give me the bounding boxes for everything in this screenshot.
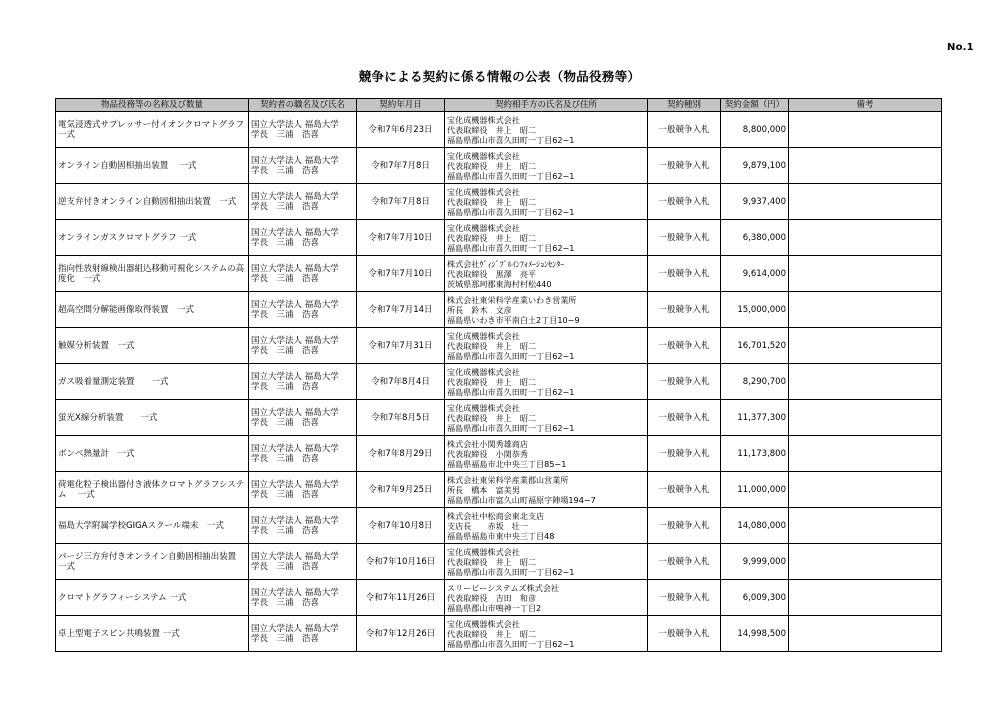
contract-date-cell: 令和7年8月4日 [357, 364, 445, 400]
contract-type-cell: 一般競争入札 [648, 328, 721, 364]
remarks-cell [789, 184, 942, 220]
table-row [56, 580, 942, 616]
remarks-cell [789, 436, 942, 472]
header-party: 契約相手方の氏名及び住所 [445, 99, 648, 112]
contract-type-cell: 一般競争入札 [648, 472, 721, 508]
table-header [56, 99, 942, 112]
contract-amount-cell: 9,937,400 [721, 184, 789, 220]
counterparty-cell: スリービーシステムズ株式会社 代表取締役 吉田 和彦 福島県郡山市鳴神一丁目2 [445, 580, 648, 616]
counterparty-cell: 宝化成機器株式会社 代表取締役 井上 昭二 福島県郡山市喜久田町一丁目62−1 [445, 400, 648, 436]
page-number: No.1 [947, 42, 974, 53]
table-row [56, 400, 942, 436]
counterparty-cell: 宝化成機器株式会社 代表取締役 井上 昭二 福島県郡山市喜久田町一丁目62−1 [445, 220, 648, 256]
contract-amount-cell: 14,998,500 [721, 616, 789, 652]
contracting-officer-cell: 国立大学法人 福島大学 学長 三浦 浩喜 [249, 544, 357, 580]
contract-amount-cell: 8,800,000 [721, 112, 789, 148]
counterparty-cell: 宝化成機器株式会社 代表取締役 井上 昭二 福島県郡山市喜久田町一丁目62−1 [445, 148, 648, 184]
remarks-cell [789, 292, 942, 328]
contract-type-cell: 一般競争入札 [648, 148, 721, 184]
item-name-cell: 福島大学附属学校GIGAスクール端末 一式 [56, 508, 249, 544]
header-item: 物品役務等の名称及び数量 [56, 99, 249, 112]
table-row [56, 472, 942, 508]
header-officer: 契約者の職名及び氏名 [249, 99, 357, 112]
contracting-officer-cell: 国立大学法人 福島大学 学長 三浦 浩喜 [249, 328, 357, 364]
remarks-cell [789, 220, 942, 256]
table-row [56, 616, 942, 652]
contracting-officer-cell: 国立大学法人 福島大学 学長 三浦 浩喜 [249, 472, 357, 508]
contract-date-cell: 令和7年9月25日 [357, 472, 445, 508]
item-name-cell: 電気浸透式サプレッサー付イオンクロマトグラフ 一式 [56, 112, 249, 148]
counterparty-cell: 宝化成機器株式会社 代表取締役 井上 昭二 福島県郡山市喜久田町一丁目62−1 [445, 328, 648, 364]
table-row [56, 364, 942, 400]
contract-date-cell: 令和7年12月26日 [357, 616, 445, 652]
item-name-cell: オンライン自動固相抽出装置 一式 [56, 148, 249, 184]
table-row [56, 436, 942, 472]
remarks-cell [789, 508, 942, 544]
table-row [56, 544, 942, 580]
table-row [56, 112, 942, 148]
remarks-cell [789, 400, 942, 436]
contracting-officer-cell: 国立大学法人 福島大学 学長 三浦 浩喜 [249, 400, 357, 436]
contract-amount-cell: 14,080,000 [721, 508, 789, 544]
remarks-cell [789, 148, 942, 184]
contracting-officer-cell: 国立大学法人 福島大学 学長 三浦 浩喜 [249, 616, 357, 652]
table-row [56, 148, 942, 184]
table-body [56, 112, 942, 652]
item-name-cell: 逆支弁付きオンライン自動固相抽出装置 一式 [56, 184, 249, 220]
contract-type-cell: 一般競争入札 [648, 616, 721, 652]
table-row [56, 184, 942, 220]
contract-type-cell: 一般競争入札 [648, 508, 721, 544]
contract-date-cell: 令和7年7月8日 [357, 184, 445, 220]
contract-date-cell: 令和7年7月10日 [357, 220, 445, 256]
counterparty-cell: 株式会社中松商会東北支店 支店長 赤坂 壮一 福島県福島市東中央三丁目48 [445, 508, 648, 544]
contract-type-cell: 一般競争入札 [648, 400, 721, 436]
contract-date-cell: 令和7年8月29日 [357, 436, 445, 472]
contract-date-cell: 令和7年8月5日 [357, 400, 445, 436]
contract-date-cell: 令和7年7月31日 [357, 328, 445, 364]
contracting-officer-cell: 国立大学法人 福島大学 学長 三浦 浩喜 [249, 148, 357, 184]
counterparty-cell: 株式会社東栄科学産業いわき営業所 所長 鈴木 文彦 福島県いわき市平南白土2丁目10−9 [445, 292, 648, 328]
header-date: 契約年月日 [357, 99, 445, 112]
contract-type-cell: 一般競争入札 [648, 220, 721, 256]
item-name-cell: ボンベ熱量計 一式 [56, 436, 249, 472]
header-amount: 契約金額（円） [721, 99, 789, 112]
contract-type-cell: 一般競争入札 [648, 436, 721, 472]
contract-amount-cell: 11,173,800 [721, 436, 789, 472]
item-name-cell: オンラインガスクロマトグラフ 一式 [56, 220, 249, 256]
item-name-cell: 指向性放射線検出器組込移動可視化システムの高度化 一式 [56, 256, 249, 292]
contract-type-cell: 一般競争入札 [648, 364, 721, 400]
contract-amount-cell: 9,614,000 [721, 256, 789, 292]
contract-type-cell: 一般競争入札 [648, 112, 721, 148]
header-remarks: 備考 [789, 99, 942, 112]
remarks-cell [789, 580, 942, 616]
table-row [56, 508, 942, 544]
contract-amount-cell: 9,999,000 [721, 544, 789, 580]
contract-date-cell: 令和7年7月14日 [357, 292, 445, 328]
contract-date-cell: 令和7年11月26日 [357, 580, 445, 616]
counterparty-cell: 宝化成機器株式会社 代表取締役 井上 昭二 福島県郡山市喜久田町一丁目62−1 [445, 544, 648, 580]
contracting-officer-cell: 国立大学法人 福島大学 学長 三浦 浩喜 [249, 112, 357, 148]
item-name-cell: ガス吸着量測定装置 一式 [56, 364, 249, 400]
contracts-table [55, 98, 942, 652]
counterparty-cell: 宝化成機器株式会社 代表取締役 井上 昭二 福島県郡山市喜久田町一丁目62−1 [445, 616, 648, 652]
contract-type-cell: 一般競争入札 [648, 580, 721, 616]
remarks-cell [789, 472, 942, 508]
contract-type-cell: 一般競争入札 [648, 184, 721, 220]
item-name-cell: 触媒分析装置 一式 [56, 328, 249, 364]
contracting-officer-cell: 国立大学法人 福島大学 学長 三浦 浩喜 [249, 184, 357, 220]
contracting-officer-cell: 国立大学法人 福島大学 学長 三浦 浩喜 [249, 364, 357, 400]
item-name-cell: パージ三方弁付きオンライン自動固相抽出装置 一式 [56, 544, 249, 580]
contracting-officer-cell: 国立大学法人 福島大学 学長 三浦 浩喜 [249, 580, 357, 616]
counterparty-cell: 株式会社小関秀雄商店 代表取締役 小関恭秀 福島県福島市北中央三丁目85−1 [445, 436, 648, 472]
contract-amount-cell: 6,380,000 [721, 220, 789, 256]
contract-amount-cell: 11,000,000 [721, 472, 789, 508]
counterparty-cell: 宝化成機器株式会社 代表取締役 井上 昭二 福島県郡山市喜久田町一丁目62−1 [445, 364, 648, 400]
contract-amount-cell: 8,290,700 [721, 364, 789, 400]
counterparty-cell: 株式会社ｳﾞｨｼﾞﾌﾞﾙｲﾝﾌｫﾒｰｼｮﾝｾﾝﾀｰ 代表取締役 黒澤 亮平 茨城県那珂郡東海村村松440 [445, 256, 648, 292]
contract-type-cell: 一般競争入札 [648, 544, 721, 580]
contracting-officer-cell: 国立大学法人 福島大学 学長 三浦 浩喜 [249, 292, 357, 328]
remarks-cell [789, 364, 942, 400]
contract-amount-cell: 11,377,300 [721, 400, 789, 436]
remarks-cell [789, 544, 942, 580]
contract-date-cell: 令和7年6月23日 [357, 112, 445, 148]
item-name-cell: クロマトグラフィーシステム 一式 [56, 580, 249, 616]
contract-amount-cell: 16,701,520 [721, 328, 789, 364]
table-row [56, 256, 942, 292]
counterparty-cell: 宝化成機器株式会社 代表取締役 井上 昭二 福島県郡山市喜久田町一丁目62−1 [445, 184, 648, 220]
counterparty-cell: 宝化成機器株式会社 代表取締役 井上 昭二 福島県郡山市喜久田町一丁目62−1 [445, 112, 648, 148]
contracting-officer-cell: 国立大学法人 福島大学 学長 三浦 浩喜 [249, 256, 357, 292]
contract-date-cell: 令和7年10月16日 [357, 544, 445, 580]
contract-date-cell: 令和7年7月8日 [357, 148, 445, 184]
remarks-cell [789, 112, 942, 148]
header-row [56, 99, 942, 112]
item-name-cell: 卓上型電子スピン共鳴装置 一式 [56, 616, 249, 652]
remarks-cell [789, 256, 942, 292]
contracting-officer-cell: 国立大学法人 福島大学 学長 三浦 浩喜 [249, 436, 357, 472]
document-title: 競争による契約に係る情報の公表（物品役務等） [358, 69, 641, 84]
remarks-cell [789, 328, 942, 364]
contract-amount-cell: 6,009,300 [721, 580, 789, 616]
contracting-officer-cell: 国立大学法人 福島大学 学長 三浦 浩喜 [249, 508, 357, 544]
item-name-cell: 蛍光X線分析装置 一式 [56, 400, 249, 436]
item-name-cell: 超高空間分解能画像取得装置 一式 [56, 292, 249, 328]
table-row [56, 220, 942, 256]
counterparty-cell: 株式会社東栄科学産業郡山営業所 所長 橋本 富美男 福島県郡山市富久山町福原字陣場194−7 [445, 472, 648, 508]
header-type: 契約種別 [648, 99, 721, 112]
remarks-cell [789, 616, 942, 652]
contract-amount-cell: 15,000,000 [721, 292, 789, 328]
table-row [56, 292, 942, 328]
contract-type-cell: 一般競争入札 [648, 256, 721, 292]
contract-amount-cell: 9,879,100 [721, 148, 789, 184]
table-row [56, 328, 942, 364]
contract-date-cell: 令和7年7月10日 [357, 256, 445, 292]
contracting-officer-cell: 国立大学法人 福島大学 学長 三浦 浩喜 [249, 220, 357, 256]
contract-type-cell: 一般競争入札 [648, 292, 721, 328]
item-name-cell: 荷電化粒子検出器付き液体クロマトグラフシステム 一式 [56, 472, 249, 508]
contract-date-cell: 令和7年10月8日 [357, 508, 445, 544]
